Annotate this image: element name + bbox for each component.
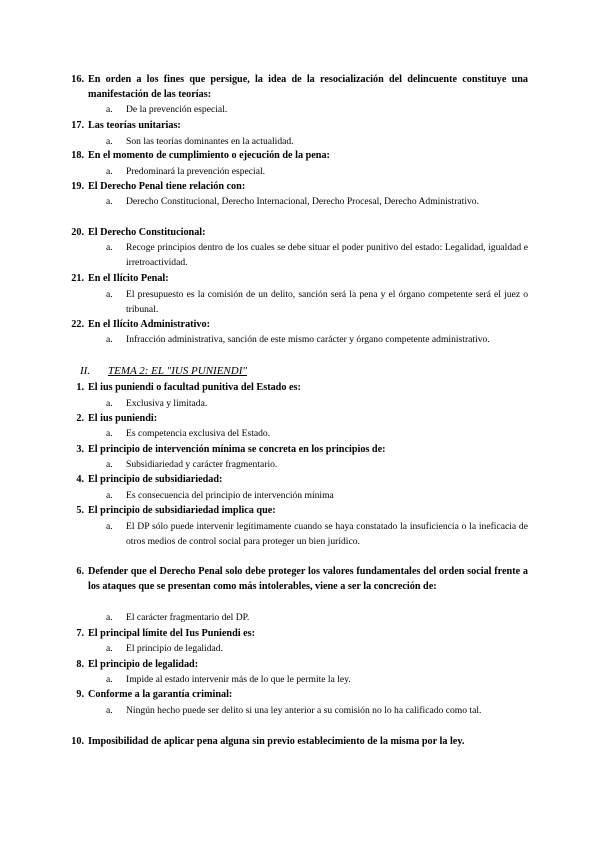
answer-18: a. Predominará la prevención especial. [106,166,266,177]
question-t2-8: 8. El principio de legalidad: [88,657,528,672]
question-text: En el Ilícito Administrativo: [88,319,210,330]
question-t2-4: 4. El principio de subsidiariedad: [88,472,528,487]
question-text: En orden a los fines que persigue, la idea de la resocialización del delincuente constituye una manifestación de las teorías: [88,74,528,100]
answer-text: Es consecuencia del principio de intervención mínima [126,490,334,501]
answer-text: Son las teorías dominantes en la actualidad. [126,136,294,147]
question-t2-3: 3. El principio de intervención mínima se concreta en los principios de: [88,442,528,457]
answer-t2-4: a. Es consecuencia del principio de intervención mínima [106,490,334,501]
answer-t2-9: a. Ningún hecho puede ser delito si una ley anterior a su comisión no lo ha calificado como tal. [106,705,482,716]
question-text: Conforme a la garantía criminal: [88,689,233,700]
question-text: El ius puniendi: [88,413,158,424]
question-t2-7: 7. El principal límite del Ius Puniendi es: [88,626,528,641]
answer-text: El DP sólo puede intervenir legítimamente cuando se haya constatado la insuficiencia o la ineficacia de otros medios de control social para proteger un bien jurídico. [126,521,528,547]
answer-t2-7: a. El principio de legalidad. [106,643,223,654]
question-16: 16. En orden a los fines que persigue, la idea de la resocialización del delincuente constituye una manifestación de las teorías: [71,74,528,100]
question-text: El ius puniendi o facultad punitiva del Estado es: [88,382,301,393]
question-t2-9: 9. Conforme a la garantía criminal: [88,687,528,702]
question-text: El principio de subsidiariedad implica que: [88,505,276,516]
answer-t2-8: a. Impide al estado intervenir más de lo que le permite la ley. [106,674,351,685]
answer-text: Subsidiariedad y carácter fragmentario. [126,459,278,470]
answer-text: El carácter fragmentario del DP. [126,612,250,623]
question-t2-2: 2. El ius puniendi: [88,411,528,426]
answer-text: Ningún hecho puede ser delito si una ley anterior a su comisión no lo ha calificado como tal. [126,705,482,716]
answer-text: De la prevención especial. [126,104,228,115]
answer-t2-2: a. Es competencia exclusiva del Estado. [106,428,271,439]
question-text: El principio de intervención mínima se concreta en los principios de: [88,444,386,455]
question-21: 21. En el Ilícito Penal: [88,271,528,286]
question-18: 18. En el momento de cumplimiento o ejecución de la pena: [88,148,528,163]
question-text: El principio de legalidad: [88,659,199,670]
answer-text: El presupuesto es la comisión de un delito, sanción será la pena y el órgano competente será el juez o tribunal. [126,289,528,315]
answer-text: Predominará la prevención especial. [126,166,266,177]
question-text: El principio de subsidiariedad: [88,474,223,485]
answer-text: Derecho Constitucional, Derecho Internacional, Derecho Procesal, Derecho Administrativo. [126,196,479,207]
question-t2-10: 10. Imposibilidad de aplicar pena alguna sin previo establecimiento de la misma por la ley. [88,734,528,749]
question-text: Imposibilidad de aplicar pena alguna sin previo establecimiento de la misma por la ley. [88,736,465,747]
answer-t2-5: a. El DP sólo puede intervenir legítimamente cuando se haya constatado la insuficiencia o la ineficacia de otros medios de control social para proteger un bien jurídico. [106,521,528,547]
answer-17: a. Son las teorías dominantes en la actualidad. [106,136,294,147]
answer-text: Infracción administrativa, sanción de este mismo carácter y órgano competente administrativo. [126,334,490,345]
question-text: Defender que el Derecho Penal solo debe proteger los valores fundamentales del orden social frente a los ataques que se presentan como más intolerables, viene a ser la concreción de: [88,566,528,592]
answer-text: Exclusiva y limitada. [126,398,208,409]
answer-16: a. De la prevención especial. [106,104,228,115]
answer-t2-1: a. Exclusiva y limitada. [106,398,208,409]
section-title: TEMA 2: EL "IUS PUNIENDI" [108,365,247,377]
question-text: El Derecho Constitucional: [88,227,206,238]
section-numeral: II. [80,365,91,377]
question-text: En el momento de cumplimiento o ejecución de la pena: [88,150,330,161]
answer-text: Recoge principios dentro de los cuales se debe situar el poder punitivo del estado: Legalidad, igualdad e irretroactividad. [126,242,528,268]
question-text: En el Ilícito Penal: [88,273,169,284]
question-19: 19. El Derecho Penal tiene relación con: [88,179,528,194]
question-t2-5: 5. El principio de subsidiariedad implica que: [88,503,528,518]
question-text: Las teorías unitarias: [88,120,181,131]
question-17: 17. Las teorías unitarias: [88,118,528,133]
question-text: El Derecho Penal tiene relación con: [88,181,246,192]
answer-t2-6: a. El carácter fragmentario del DP. [106,612,250,623]
answer-22: a. Infracción administrativa, sanción de este mismo carácter y órgano competente administrativo. [106,334,490,345]
answer-19: a. Derecho Constitucional, Derecho Internacional, Derecho Procesal, Derecho Administrativo. [106,196,479,207]
question-t2-6: 6. Defender que el Derecho Penal solo debe proteger los valores fundamentales del orden social frente a los ataques que se presentan como más intolerables, viene a ser la concreción de: [76,566,528,592]
question-text: El principal límite del Ius Puniendi es: [88,628,255,639]
answer-t2-3: a. Subsidiariedad y carácter fragmentario. [106,459,278,470]
answer-text: Impide al estado intervenir más de lo que le permite la ley. [126,674,351,685]
answer-text: El principio de legalidad. [126,643,223,654]
answer-text: Es competencia exclusiva del Estado. [126,428,271,439]
question-22: 22. En el Ilícito Administrativo: [88,317,528,332]
question-t2-1: 1. El ius puniendi o facultad punitiva del Estado es: [88,380,528,395]
answer-21: a. El presupuesto es la comisión de un delito, sanción será la pena y el órgano competente será el juez o tribunal. [106,289,528,315]
question-20: 20. El Derecho Constitucional: [88,225,528,240]
answer-20: a. Recoge principios dentro de los cuales se debe situar el poder punitivo del estado: Legalidad, igualdad e irretroactividad. [106,242,528,268]
